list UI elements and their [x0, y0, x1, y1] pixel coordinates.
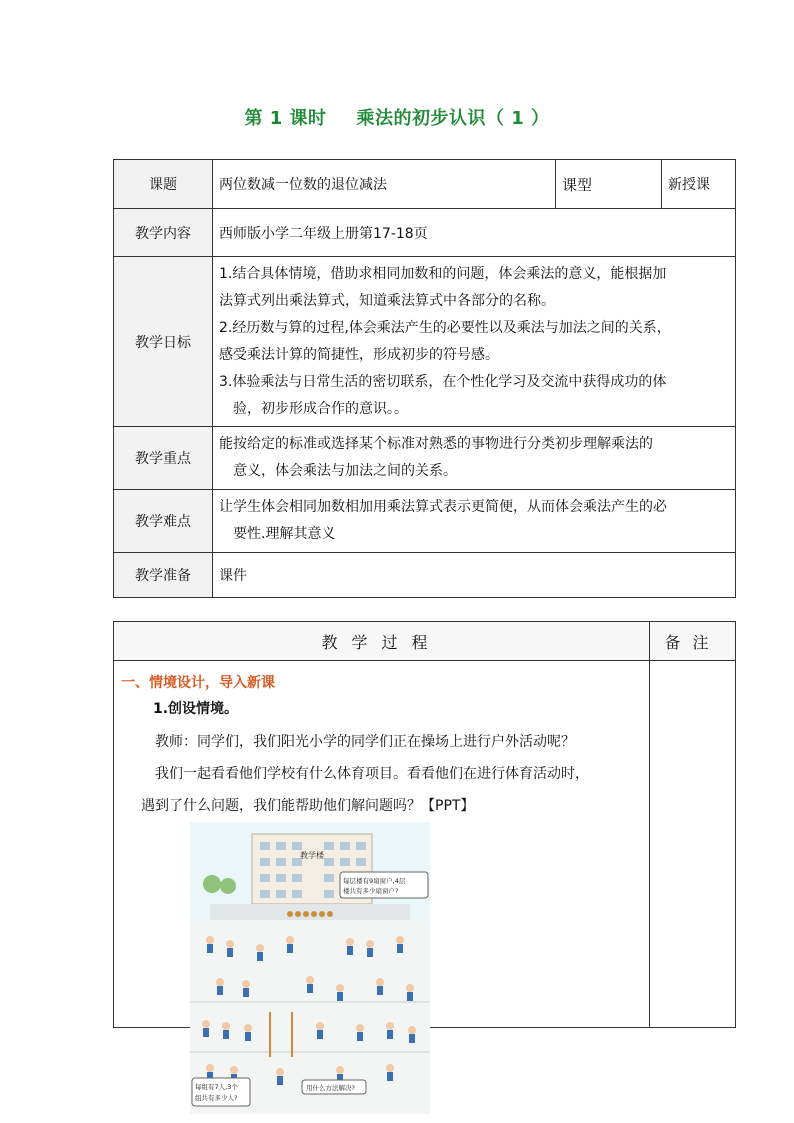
label-key-points: 教学重点	[114, 427, 213, 490]
goal-line: 法算式列出乘法算式，知道乘法算式中各部分的名称。	[219, 292, 555, 309]
difficulty-line: 让学生体会相同加数相加用乘法算式表示更简便，从而体会乘法产生的必	[219, 499, 667, 515]
paragraph: 我们一起看看他们学校有什么体育项目。看看他们在进行体育活动时，	[155, 766, 589, 782]
bubble-people-line: 每组有7人,3个	[195, 1083, 238, 1091]
row-key-points	[114, 427, 736, 490]
value-preparation: 课件	[213, 553, 736, 598]
difficulty-line: 要性.理解其意义	[233, 526, 336, 542]
label-type: 课型	[556, 160, 662, 209]
label-content: 教学内容	[114, 209, 213, 257]
label-goals: 教学日标	[114, 257, 213, 427]
key-line: 意义，体会乘法与加法之间的关系。	[233, 463, 457, 479]
playground-illustration-svg	[190, 822, 430, 1114]
paragraph: 遇到了什么问题，我们能帮助他们解问题吗？【PPT】	[141, 798, 475, 814]
lesson-number: 第 1 课时	[244, 108, 327, 129]
goal-line: 2.经历数与算的过程,体会乘法产生的必要性以及乘法与加法之间的关系，	[219, 319, 671, 336]
lesson-info-table	[113, 159, 736, 598]
page-title	[0, 104, 794, 130]
bubble-windows-line: 每层楼有9扇窗户,4层	[343, 877, 406, 885]
section-title: 一、情境设计，导入新课	[121, 675, 275, 691]
value-type: 新授课	[662, 160, 736, 209]
bubble-method: 用什么方法解决?	[306, 1084, 355, 1092]
row-content	[114, 209, 736, 257]
playground-illustration	[190, 822, 430, 1114]
row-preparation	[114, 553, 736, 598]
note-body	[650, 661, 736, 1028]
process-header-row	[114, 622, 736, 661]
row-topic	[114, 160, 736, 209]
value-goals	[213, 257, 736, 427]
key-line: 能按给定的标准或选择某个标准对熟悉的事物进行分类初步理解乘法的	[219, 436, 653, 452]
paragraph: 教师：同学们，我们阳光小学的同学们正在操场上进行户外活动呢？	[155, 734, 575, 750]
goal-line: 3.体验乘法与日常生活的密切联系，在个性化学习及交流中获得成功的体	[219, 373, 667, 390]
row-goals	[114, 257, 736, 427]
building-sign: 教学楼	[300, 851, 324, 860]
value-difficulties	[213, 490, 736, 553]
goal-line: 验，初步形成合作的意识。。	[233, 400, 408, 417]
goal-line: 感受乘法计算的简捷性，形成初步的符号感。	[219, 346, 499, 363]
lesson-topic: 乘法的初步认识（ 1 ）	[356, 108, 550, 129]
bubble-windows-line: 楼共有多少扇窗户?	[343, 887, 399, 895]
process-header: 教学过程	[114, 622, 650, 661]
value-key-points	[213, 427, 736, 490]
sub-title: 1.创设情境。	[153, 701, 239, 717]
goal-line: 1.结合具体情境，借助求相同加数和的问题，体会乘法的意义，能根据加	[219, 265, 667, 282]
label-preparation: 教学准备	[114, 553, 213, 598]
note-header: 备注	[650, 622, 736, 661]
row-difficulties	[114, 490, 736, 553]
label-difficulties: 教学难点	[114, 490, 213, 553]
label-topic: 课题	[114, 160, 213, 209]
bubble-people-line: 组共有多少人?	[195, 1094, 238, 1102]
value-topic: 两位数减一位数的退位减法	[213, 160, 556, 209]
value-content: 西师版小学二年级上册第17-18页	[213, 209, 736, 257]
